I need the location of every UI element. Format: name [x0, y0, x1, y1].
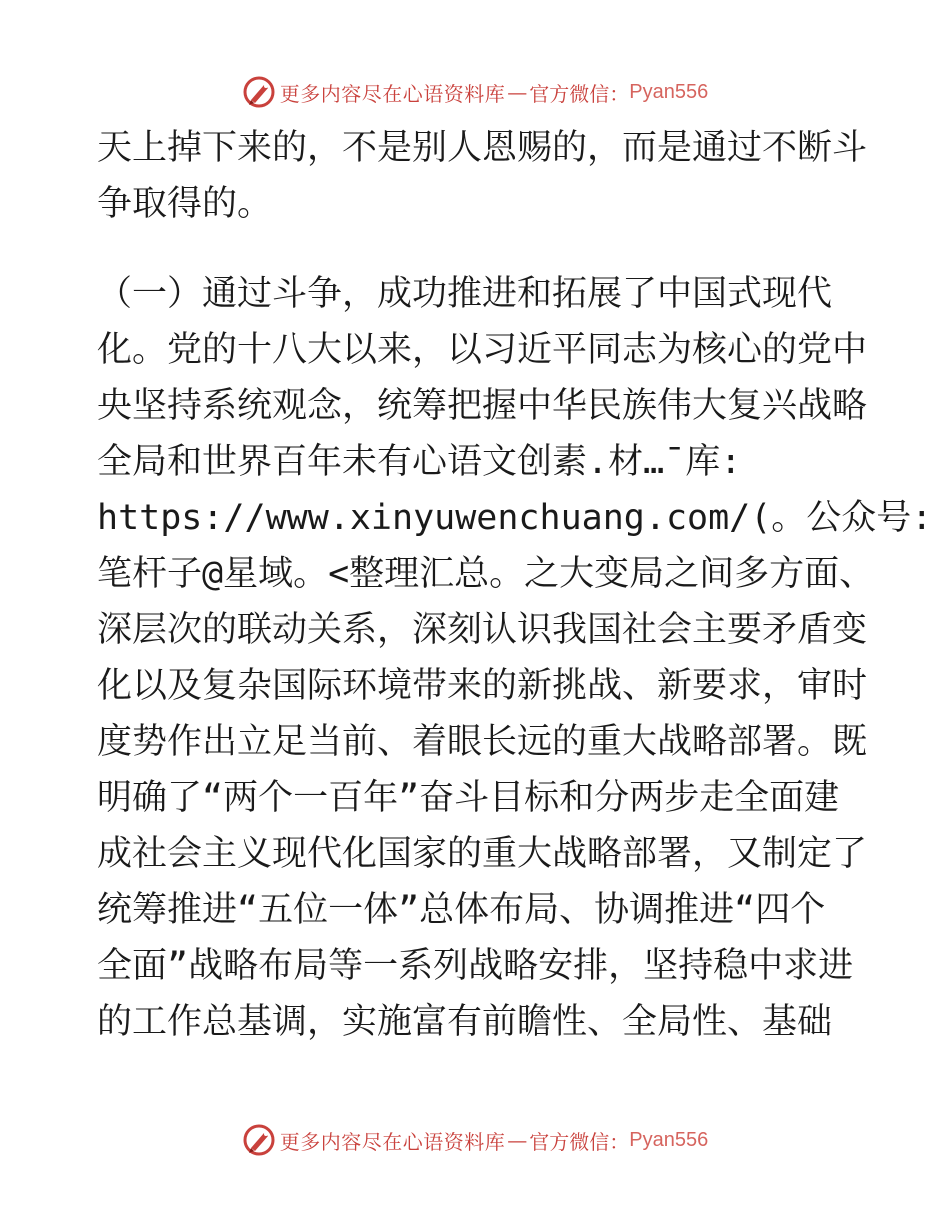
- pen-logo-icon: [242, 75, 276, 109]
- text-line: 化以及复杂国际环境带来的新挑战、新要求，审时: [97, 666, 868, 706]
- text-line: 央坚持系统观念，统筹把握中华民族伟大复兴战略: [97, 386, 868, 426]
- header-banner-dash: —: [507, 80, 528, 104]
- text-line: 明确了“两个一百年”奋斗目标和分两步走全面建: [97, 778, 840, 818]
- text-line: 化。党的十八大以来，以习近平同志为核心的党中: [97, 330, 868, 370]
- footer-wechat-id: Pyan556: [629, 1128, 709, 1151]
- text-line: 笔杆子@星域。<整理汇总。之大变局之间多方面、: [97, 554, 875, 594]
- footer-banner-dash: —: [507, 1128, 528, 1152]
- text-line: 全局和世界百年未有心语文创素.材…¯库:: [97, 442, 742, 482]
- header-banner-text: 更多内容尽在心语资料库: [279, 81, 506, 106]
- text-line: 度势作出立足当前、着眼长远的重大战略部署。既: [97, 722, 868, 762]
- text-line: 成社会主义现代化国家的重大战略部署，又制定了: [97, 834, 868, 874]
- pen-logo-icon: [242, 1123, 276, 1157]
- body-text: [97, 120, 933, 1050]
- footer-banner-text: 更多内容尽在心语资料库: [279, 1129, 506, 1154]
- text-line: 争取得的。: [97, 184, 273, 224]
- text-line: 统筹推进“五位一体”总体布局、协调推进“四个: [97, 890, 826, 930]
- text-line: 深层次的联动关系，深刻认识我国社会主要矛盾变: [97, 610, 868, 650]
- text-line: https://www.xinyuwenchuang.com/(。公众号:: [97, 498, 933, 538]
- header-banner: [0, 72, 950, 112]
- text-line: 天上掉下来的，不是别人恩赐的，而是通过不断斗: [97, 128, 868, 168]
- text-line: （一）通过斗争，成功推进和拓展了中国式现代: [97, 274, 833, 314]
- header-wechat-id: Pyan556: [629, 80, 709, 103]
- header-wechat-label: 官方微信：: [529, 81, 630, 106]
- text-line: 的工作总基调，实施富有前瞻性、全局性、基础: [97, 1002, 833, 1042]
- footer-banner: [0, 1120, 950, 1160]
- text-line: 全面”战略布局等一系列战略安排，坚持稳中求进: [97, 946, 854, 986]
- footer-wechat-label: 官方微信：: [529, 1129, 630, 1154]
- paragraph-gap: [97, 232, 867, 266]
